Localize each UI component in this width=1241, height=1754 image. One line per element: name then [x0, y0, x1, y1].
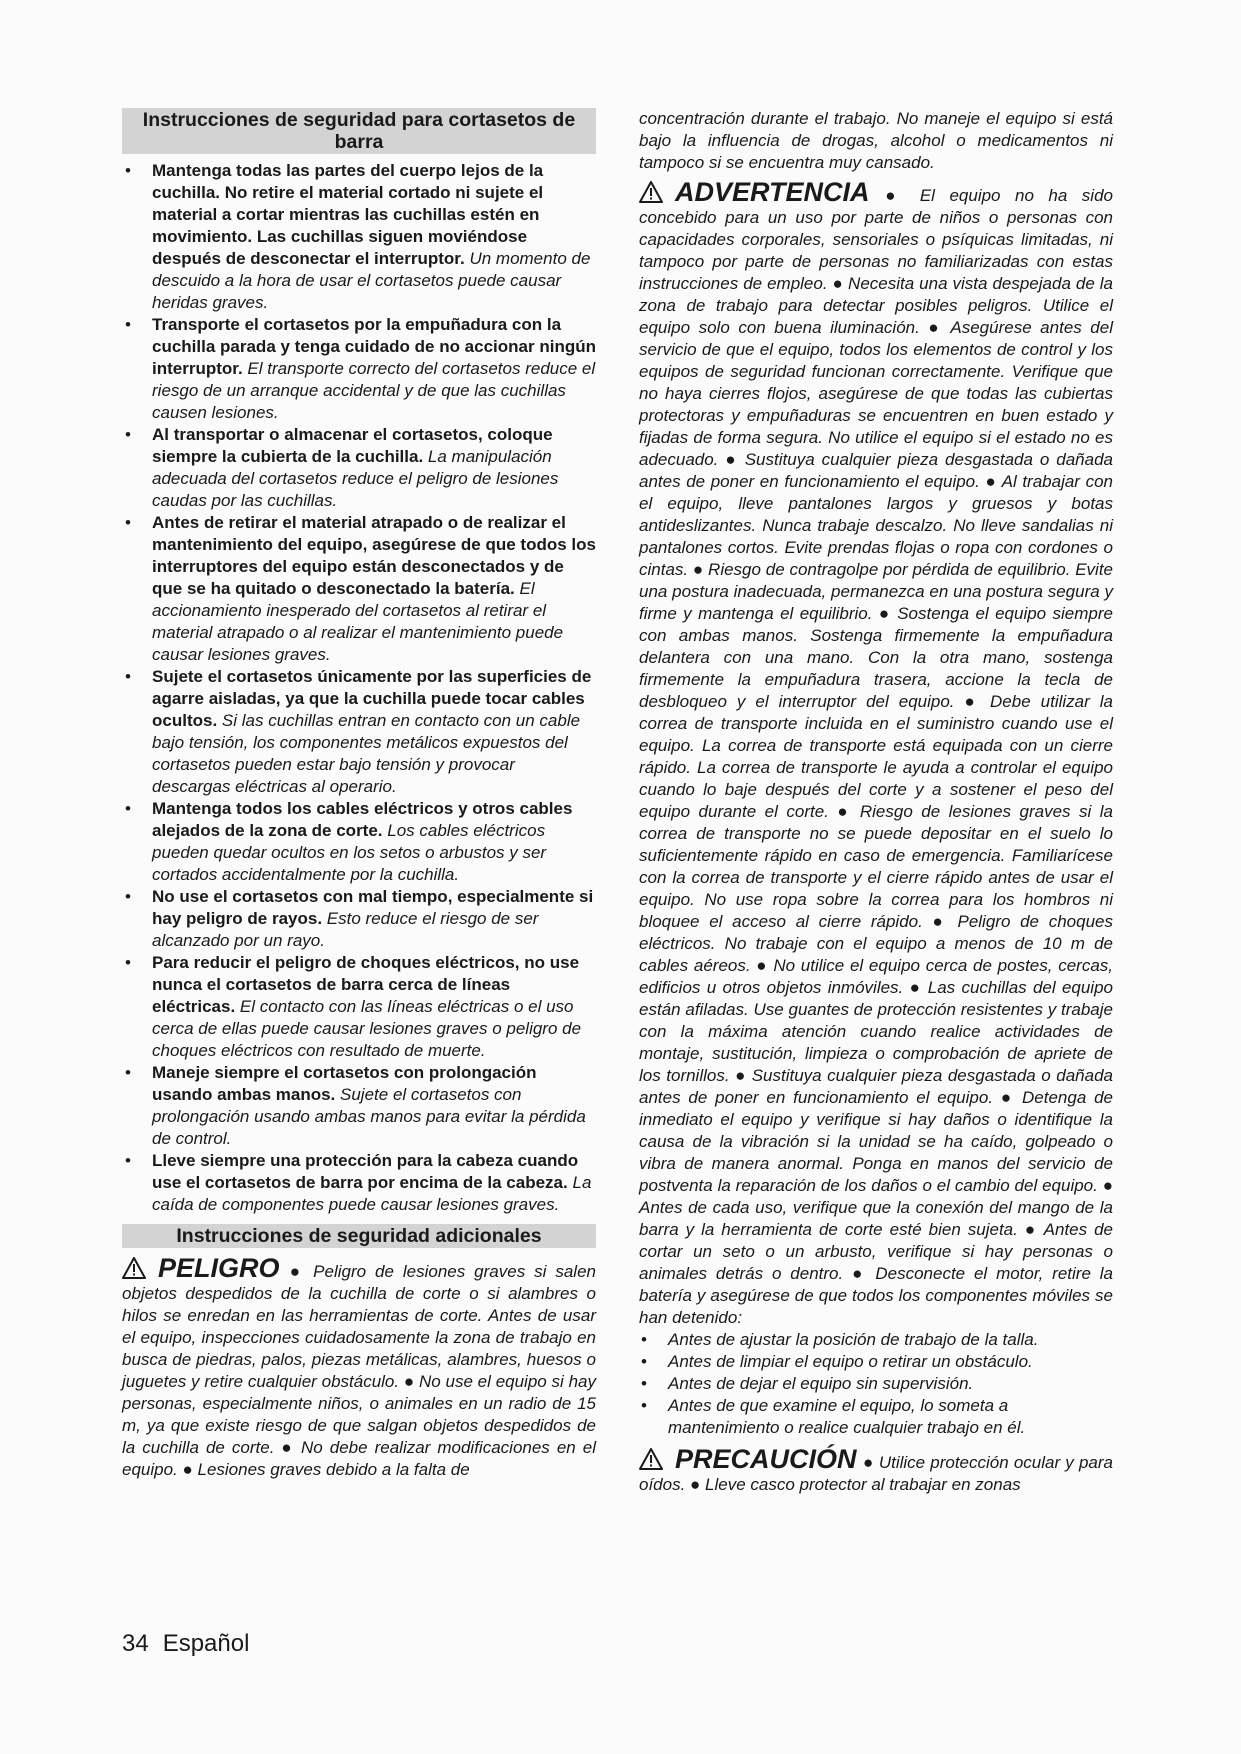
page-language: Español [162, 1630, 250, 1657]
danger-text: ● Peligro de lesiones graves si salen objetos despedidos de la cuchilla de corte o si alambres o hilos se enredan en las herramientas de corte. Antes de usar el equipo, inspecciones cuidadosamente la zona de trabajo en busca de piedras, palos, piezas metálicas, alambres, huesos o juguetes y retire cualquier obstáculo. ● No use el equipo si hay personas, especialmente niños, o animales en un radio de 15 m, ya que existe riesgo de que salgan objetos despedidos de la cuchilla de corte. ● No debe realizar modificaciones en el equipo. ● Lesiones graves debido a la falta de [122, 1262, 596, 1479]
list-item: • Antes de dejar el equipo sin supervisión. [639, 1373, 1113, 1395]
list-item: • Sujete el cortasetos únicamente por las superficies de agarre aisladas, ya que la cuchilla puede tocar cables ocultos. Si las cuchillas entran en contacto con un cable bajo tensión, los componentes metálicos expuestos del cortasetos pueden estar bajo tensión y provocar descargas eléctricas al operario. [122, 666, 596, 798]
list-item: • Al transportar o almacenar el cortasetos, coloque siempre la cubierta de la cuchilla. La manipulación adecuada del cortasetos reduce el peligro de lesiones caudas por las cuchillas. [122, 424, 596, 512]
danger-label: PELIGRO [158, 1253, 280, 1283]
list-item: • Maneje siempre el cortasetos con prolongación usando ambas manos. Sujete el cortasetos con prolongación usando ambas manos para evitar la pérdida de control. [122, 1062, 596, 1150]
section-heading-additional: Instrucciones de seguridad adicionales [122, 1224, 596, 1248]
right-column [639, 108, 1113, 1496]
left-column [122, 108, 596, 1481]
section-heading-hedge-trimmer: Instrucciones de seguridad para cortasetos de barra [122, 108, 596, 154]
safety-bullet-list [122, 160, 596, 1216]
list-item: • No use el cortasetos con mal tiempo, especialmente si hay peligro de rayos. Esto reduce el riesgo de ser alcanzado por un rayo. [122, 886, 596, 952]
list-item: • Antes de retirar el material atrapado o de realizar el mantenimiento del equipo, asegúrese de que todos los interruptores del equipo están desconectados y de que se ha quitado o desconectado la batería. El accionamiento inesperado del cortasetos al retirar el material atrapado o al realizar el mantenimiento puede causar lesiones graves. [122, 512, 596, 666]
list-item: • Lleve siempre una protección para la cabeza cuando use el cortasetos de barra por encima de la cabeza. La caída de componentes puede causar lesiones graves. [122, 1150, 596, 1216]
intro-paragraph: concentración durante el trabajo. No maneje el equipo si está bajo la influencia de drogas, alcohol o medicamentos ni tampoco si se encuentra muy cansado. [639, 109, 1113, 172]
page-footer [122, 1630, 249, 1658]
caution-label: PRECAUCIÓN [675, 1444, 857, 1474]
list-item: • Antes de que examine el equipo, lo someta a mantenimiento o realice cualquier trabajo en él. [639, 1395, 1113, 1439]
danger-paragraph [122, 1254, 596, 1481]
warning-text: ● El equipo no ha sido concebido para un uso por parte de niños o personas con capacidades corporales, sensoriales o psíquicas limitadas, ni tampoco por parte de personas no familiarizadas con estas instrucciones de empleo. ● Necesita una vista despejada de la zona de trabajo para detectar posibles peligros. Utilice el equipo solo con buena iluminación. ● Asegúrese antes del servicio de que el equipo, todos los elementos de control y los equipos de seguridad funcionan correctamente. Verifique que no haya cierres flojos, asegúrese de que todas las cubiertas protectoras y empuñaduras se encuentren en buen estado y fijadas de forma segura. No utilice el equipo si el estado no es adecuado. ● Sustituya cualquier pieza desgastada o dañada antes de poner en funcionamiento el equipo. ● Al trabajar con el equipo, lleve pantalones largos y gruesos y botas antideslizantes. Nunca trabaje descalzo. No lleve sandalias ni pantalones cortos. Evite prendas flojas o ropa con cordones o cintas. ● Riesgo de contragolpe por pérdida de equilibrio. Evite una postura inadecuada, permanezca en una postura segura y firme y mantenga el equilibrio. ● Sostenga el equipo siempre con ambas manos. Sostenga firmemente la empuñadura delantera con una mano. Con la otra mano, sostenga firmemente la empuñadura trasera, accione la tecla de desbloqueo y el interruptor del equipo. ● Debe utilizar la correa de transporte incluida en el suministro cuando use el equipo. La correa de transporte está equipada con un cierre rápido. La correa de transporte le ayuda a controlar el equipo cuando lo baje después del corte y a sostener el peso del equipo durante el corte. ● Riesgo de lesiones graves si la correa de transporte no se puede depositar en el suelo lo suficientemente rápido en caso de emergencia. Familiarícese con la correa de transporte y el cierre rápido antes de usar el equipo. No use ropa sobre la correa para los hombros ni bloquee el acceso al cierre rápido. ● Peligro de choques eléctricos. No trabaje con el equipo a menos de 10 m de cables aéreos. ● No utilice el equipo cerca de postes, cercas, edificios u otros objetos inmóviles. ● Las cuchillas del equipo están afiladas. Use guantes de protección resistentes y trabaje con la máxima atención cuando realice actividades de montaje, sustitución, limpieza o comprobación de apriete de los tornillos. ● Sustituya cualquier pieza desgastada o dañada antes de poner en funcionamiento el equipo. ● Detenga de inmediato el equipo y verifique si hay daños o identifique la causa de la vibración si la unidad se ha caído, golpeado o vibra de manera anormal. Ponga en manos del servicio de postventa la reparación de los daños o el cambio del equipo. ● Antes de cada uso, verifique que la conexión del mango de la barra y la herramienta de corte esté bien sujeta. ● Antes de cortar un seto o un arbusto, verifique si hay personas o animales detrás o dentro. ● Desconecte el motor, retire la batería y asegúrese de que todos los componentes móviles se han detenido: [639, 186, 1113, 1327]
list-item: • Mantenga todas las partes del cuerpo lejos de la cuchilla. No retire el material cortado ni sujete el material a cortar mientras las cuchillas estén en movimiento. Las cuchillas siguen moviéndose después de desconectar el interruptor. Un momento de descuido a la hora de usar el cortasetos puede causar heridas graves. [122, 160, 596, 314]
list-item: • Transporte el cortasetos por la empuñadura con la cuchilla parada y tenga cuidado de no accionar ningún interruptor. El transporte correcto del cortasetos reduce el riesgo de un arranque accidental y de que las cuchillas causen lesiones. [122, 314, 596, 424]
warning-paragraph [639, 178, 1113, 1329]
stop-conditions-list [639, 1329, 1113, 1439]
page-number: 34 [122, 1630, 149, 1657]
warning-label: ADVERTENCIA [675, 177, 870, 207]
list-item: • Antes de limpiar el equipo o retirar un obstáculo. [639, 1351, 1113, 1373]
list-item: • Para reducir el peligro de choques eléctricos, no use nunca el cortasetos de barra cerca de líneas eléctricas. El contacto con las líneas eléctricas o el uso cerca de ellas puede causar lesiones graves o peligro de choques eléctricos con resultado de muerte. [122, 952, 596, 1062]
caution-text: ● Utilice protección ocular y para oídos. ● Lleve casco protector al trabajar en zonas [639, 1453, 1113, 1494]
caution-paragraph [639, 1445, 1113, 1496]
list-item: • Mantenga todos los cables eléctricos y otros cables alejados de la zona de corte. Los cables eléctricos pueden quedar ocultos en los setos o arbustos y ser cortados accidentalmente por la cuchilla. [122, 798, 596, 886]
warning-triangle-icon [122, 1257, 146, 1279]
list-item: • Antes de ajustar la posición de trabajo de la talla. [639, 1329, 1113, 1351]
warning-triangle-icon [639, 1448, 663, 1470]
warning-triangle-icon [639, 181, 663, 203]
